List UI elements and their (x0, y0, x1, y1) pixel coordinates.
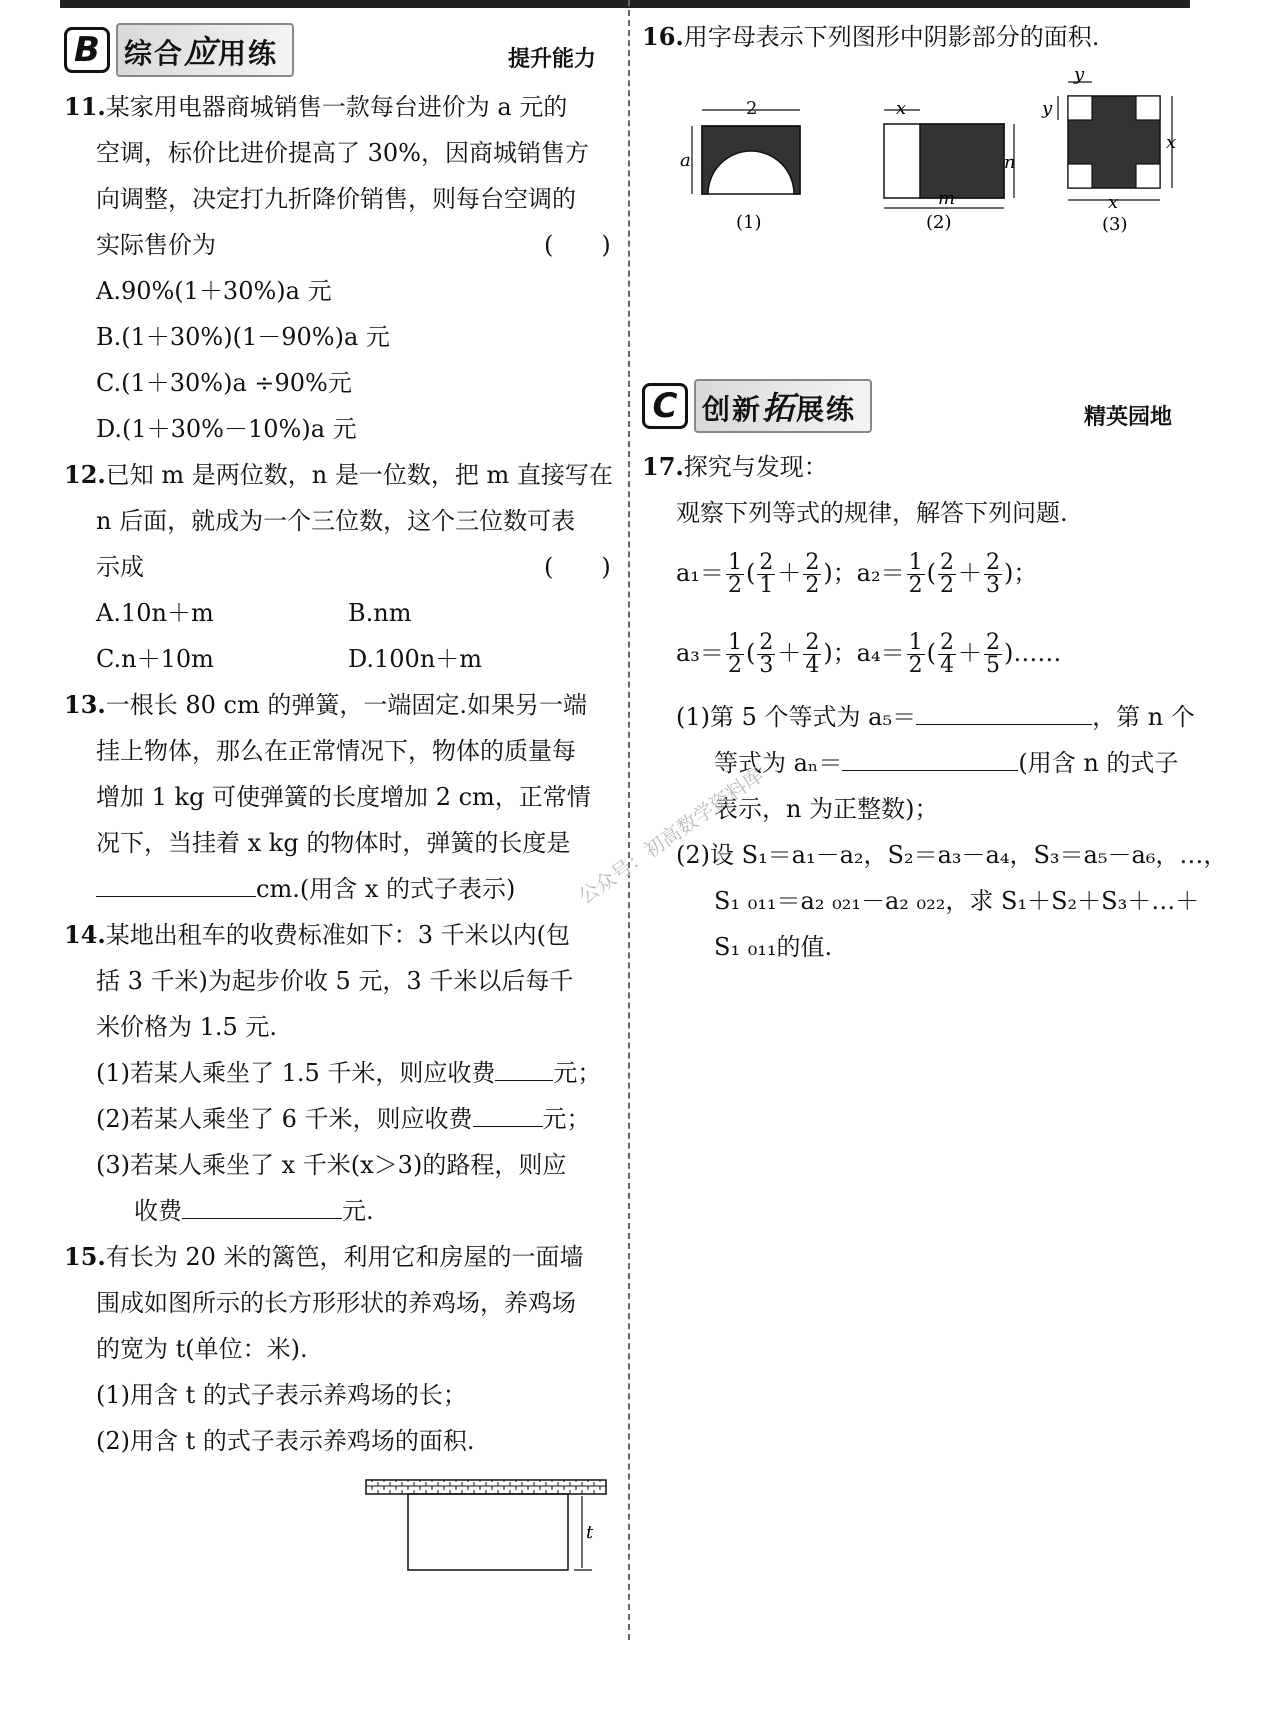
q17-part-2c: S₁ ₀₁₁的值. (714, 933, 833, 961)
q14-line-2: 括 3 千米)为起步价收 5 元，3 千米以后每千 (96, 967, 574, 995)
q14-blank-3[interactable] (182, 1196, 342, 1219)
q12-line-2: n 后面，就成为一个三位数，这个三位数可表 (96, 507, 576, 535)
fig3-caption: (3) (1102, 214, 1128, 235)
section-c-subtitle: 精英园地 (1084, 405, 1173, 430)
q13-line-2: 挂上物体，那么在正常情况下，物体的质量每 (96, 737, 576, 765)
fig2-shaded (920, 124, 1004, 198)
q14-blank-1[interactable] (495, 1058, 553, 1081)
fig3-top-label: y (1074, 68, 1085, 85)
q12-line-3: 示成 (96, 553, 144, 581)
q13-line-3: 增加 1 kg 可使弹簧的长度增加 2 cm，正常情 (96, 783, 591, 811)
q17-part-2a: (2)设 S₁＝a₁－a₂，S₂＝a₃－a₄，S₃＝a₅－a₆，…， (676, 841, 1228, 869)
q17-blank-2[interactable] (842, 748, 1018, 771)
q14-line-1: 14.某地出租车的收费标准如下：3 千米以内(包 (64, 920, 571, 949)
q11-line-2: 空调，标价比进价提高了 30%，因商城销售方 (96, 139, 589, 167)
q15-line-3: 的宽为 t(单位：米). (96, 1335, 308, 1363)
column-divider (628, 0, 630, 1640)
q14-part-2: (2)若某人乘坐了 6 千米，则应收费 元； (96, 1105, 591, 1133)
q17-blank-1[interactable] (916, 702, 1092, 725)
q14-blank-2[interactable] (473, 1104, 543, 1127)
q16-figure-1 (680, 90, 830, 240)
fig2-top-label: x (896, 98, 907, 119)
q15-part-1: (1)用含 t 的式子表示养鸡场的长； (96, 1381, 467, 1409)
q11-option-a[interactable]: A.90%(1＋30%)a 元 (96, 277, 332, 305)
fig1-shaded (702, 126, 800, 194)
q16-figure-2 (874, 90, 1034, 240)
section-c-header (642, 384, 872, 428)
q12-answer-paren[interactable]: ( ) (544, 553, 611, 581)
q11-option-b[interactable]: B.(1＋30%)(1－90%)a 元 (96, 323, 390, 351)
q17-part-1a: (1)第 5 个等式为 a₅＝ ，第 n 个 (676, 703, 1195, 731)
q11-line-3: 向调整，决定打九折降价销售，则每台空调的 (96, 185, 576, 213)
q15-line-2: 围成如图所示的长方形形状的养鸡场，养鸡场 (96, 1289, 576, 1317)
watermark: 公众号：初高数学资料库 (573, 762, 768, 909)
section-c-title: 创新拓展练 (694, 379, 872, 433)
q11-line-1: 11.某家用电器商城销售一款每台进价为 a 元的 (64, 92, 568, 121)
q17-part-2b: S₁ ₀₁₁＝a₂ ₀₂₁－a₂ ₀₂₂，求 S₁＋S₂＋S₃＋…＋ (714, 887, 1200, 915)
fig3-right-label: x (1166, 132, 1177, 153)
q14-part-3b: 收费 元. (134, 1197, 374, 1225)
q15-line-1: 15.有长为 20 米的篱笆，利用它和房屋的一面墙 (64, 1242, 584, 1271)
fig3-left-label: y (1042, 98, 1053, 119)
q15-fig-label: t (586, 1522, 594, 1543)
q17-part-1b: 等式为 aₙ＝ (用含 n 的式子 (714, 749, 1179, 777)
fig2-right-label: n (1004, 152, 1016, 173)
q15-figure (360, 1474, 620, 1584)
section-b-badge: B (64, 27, 110, 73)
q15-part-2: (2)用含 t 的式子表示养鸡场的面积. (96, 1427, 475, 1455)
q17-eq-row-2: a₃＝ $\frac{1}{2}$ ( $\frac{2}{3}$ ＋ $\frac{2}{4}$ )；a₄＝ $\frac{1}{2}$ ( $\frac{2}{4}$ ＋ $\frac{2}{5}$ )…… (676, 630, 1062, 678)
fig2-caption: (2) (926, 212, 952, 233)
fig1-top-label: 2 (746, 98, 758, 119)
coop-rectangle (408, 1494, 568, 1570)
section-b-subtitle: 提升能力 (508, 47, 597, 72)
q17-title: 17.探究与发现： (642, 452, 828, 481)
q13-line-5: cm.(用含 x 的式子表示) (96, 874, 515, 904)
q16-line-1: 16.用字母表示下列图形中阴影部分的面积. (642, 22, 1100, 51)
section-b-title: 综合应用练 (116, 23, 294, 77)
q14-part-3: (3)若某人乘坐了 x 千米(x＞3)的路程，则应 (96, 1151, 567, 1179)
section-b-header (64, 28, 294, 72)
q17-intro: 观察下列等式的规律，解答下列问题. (676, 499, 1068, 527)
q13-line-4: 况下，当挂着 x kg 的物体时，弹簧的长度是 (96, 829, 571, 857)
q12-line-1: 12.已知 m 是两位数，n 是一位数，把 m 直接写在 (64, 460, 613, 489)
fig3-bottom-label: x (1108, 192, 1119, 213)
q17-part-1c: 表示，n 为正整数)； (714, 795, 939, 823)
q11-answer-paren[interactable]: ( ) (544, 231, 611, 259)
q12-option-c[interactable]: C.n＋10m (96, 645, 214, 673)
fig1-caption: (1) (736, 212, 762, 233)
q11-option-d[interactable]: D.(1＋30%－10%)a 元 (96, 415, 357, 443)
top-bar (60, 0, 1190, 8)
q11-line-4: 实际售价为 (96, 231, 216, 259)
q12-option-a[interactable]: A.10n＋m (96, 599, 214, 627)
q14-line-3: 米价格为 1.5 元. (96, 1013, 278, 1041)
q14-part-1: (1)若某人乘坐了 1.5 千米，则应收费 元； (96, 1059, 602, 1087)
q12-option-b[interactable]: B.nm (348, 599, 412, 627)
q13-blank[interactable] (96, 874, 256, 897)
q11-option-c[interactable]: C.(1＋30%)a ÷90%元 (96, 369, 352, 397)
fig1-left-label: a (680, 150, 691, 171)
q16-figure-3 (1040, 68, 1190, 240)
q13-line-1: 13.一根长 80 cm 的弹簧，一端固定.如果另一端 (64, 690, 588, 719)
section-c-badge: C (642, 383, 688, 429)
wall-shape (366, 1480, 606, 1494)
fig2-bottom-label: m (938, 188, 956, 209)
q17-eq-row-1: a₁＝ $\frac{1}{2}$ ( $\frac{2}{1}$ ＋ $\frac{2}{2}$ )；a₂＝ $\frac{1}{2}$ ( $\frac{2}{2}$ ＋ $\frac{2}{3}$ )； (676, 550, 1038, 598)
q12-option-d[interactable]: D.100n＋m (348, 645, 483, 673)
